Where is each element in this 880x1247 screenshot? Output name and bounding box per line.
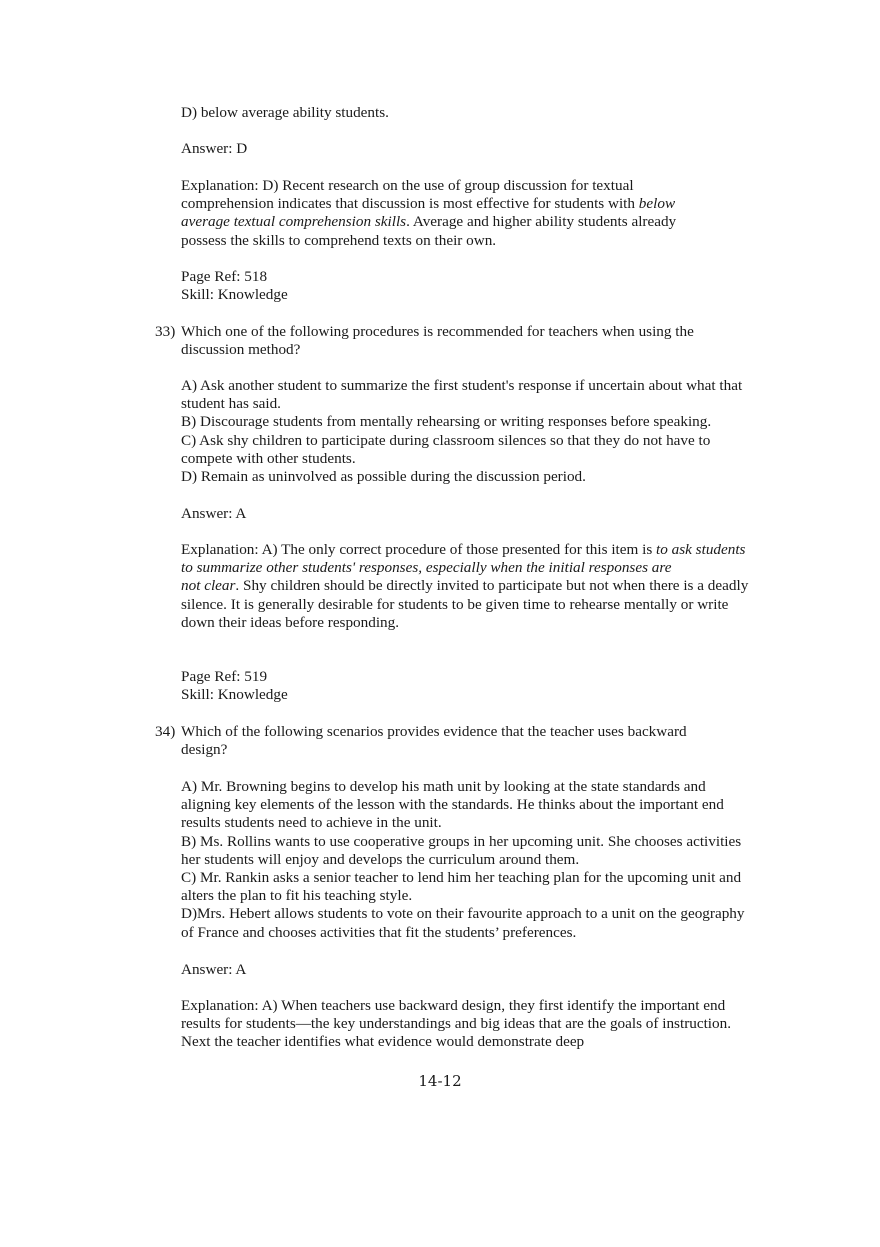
prev-explanation: Explanation: D) Recent research on the use of group discussion for textual comprehension indicates that discussion is most effective for students with below average textual comprehension skills. Average and higher ability students already possess the skills to comprehend texts on their own.	[181, 177, 677, 249]
option-a: A) Mr. Browning begins to develop his math unit by looking at the state standards and aligning key elements of the lesson with the standards. He thinks about the important end results students need to achieve in the unit.	[181, 778, 724, 832]
question-explanation: Explanation: A) The only correct procedure of those presented for this item is to ask students to summarize other students' responses, especially when the initial responses are not clear. Shy children should be directly invited to participate but not when there is a deadly silence. It is generally desirable for students to be given time to rehearse mentally or write down their ideas before responding.	[181, 541, 749, 631]
option-d: D)Mrs. Hebert allows students to vote on their favourite approach to a unit on the geography of France and chooses activities that fit the students’ preferences.	[181, 905, 745, 941]
option-b: B) Discourage students from mentally rehearsing or writing responses before speaking.	[181, 413, 712, 431]
question-answer: Answer: A	[181, 505, 247, 522]
option-c: C) Mr. Rankin asks a senior teacher to lend him her teaching plan for the upcoming unit and alters the plan to fit his teaching style.	[181, 869, 742, 905]
question-skill: Skill: Knowledge	[181, 686, 288, 704]
option-c: C) Ask shy children to participate during classroom silences so that they do not have to compete with other students.	[181, 431, 711, 467]
question-explanation: Explanation: A) When teachers use backward design, they first identify the important end results for students—the key understandings and big ideas that are the goals of instruction. Next the teacher identifies what evidence would demonstrate deep	[181, 997, 732, 1051]
option-d: D) Remain as uninvolved as possible during the discussion period.	[181, 468, 586, 486]
prev-answer: Answer: D	[181, 140, 248, 157]
prev-page-ref: Page Ref: 518 Skill: Knowledge	[181, 268, 766, 304]
question-number: 34)	[155, 723, 176, 740]
question-page-ref: Page Ref: 519 Skill: Knowledge	[181, 668, 766, 704]
prev-skill: Skill: Knowledge	[181, 286, 288, 304]
prev-option-d: D) below average ability students.	[181, 104, 389, 121]
question-answer: Answer: A	[181, 961, 247, 978]
option-b: B) Ms. Rollins wants to use cooperative groups in her upcoming unit. She chooses activities her students will enjoy and develops the curriculum around them.	[181, 832, 742, 868]
question-options	[181, 778, 756, 942]
page-number: 14-12	[418, 1072, 462, 1090]
question-stem: Which of the following scenarios provides evidence that the teacher uses backward design?	[181, 723, 687, 759]
question-number: 33)	[155, 323, 176, 340]
option-a: A) Ask another student to summarize the first student's response if uncertain about what that student has said.	[181, 377, 743, 413]
question-stem: Which one of the following procedures is recommended for teachers when using the discussion method?	[181, 323, 694, 359]
question-options	[181, 377, 751, 486]
